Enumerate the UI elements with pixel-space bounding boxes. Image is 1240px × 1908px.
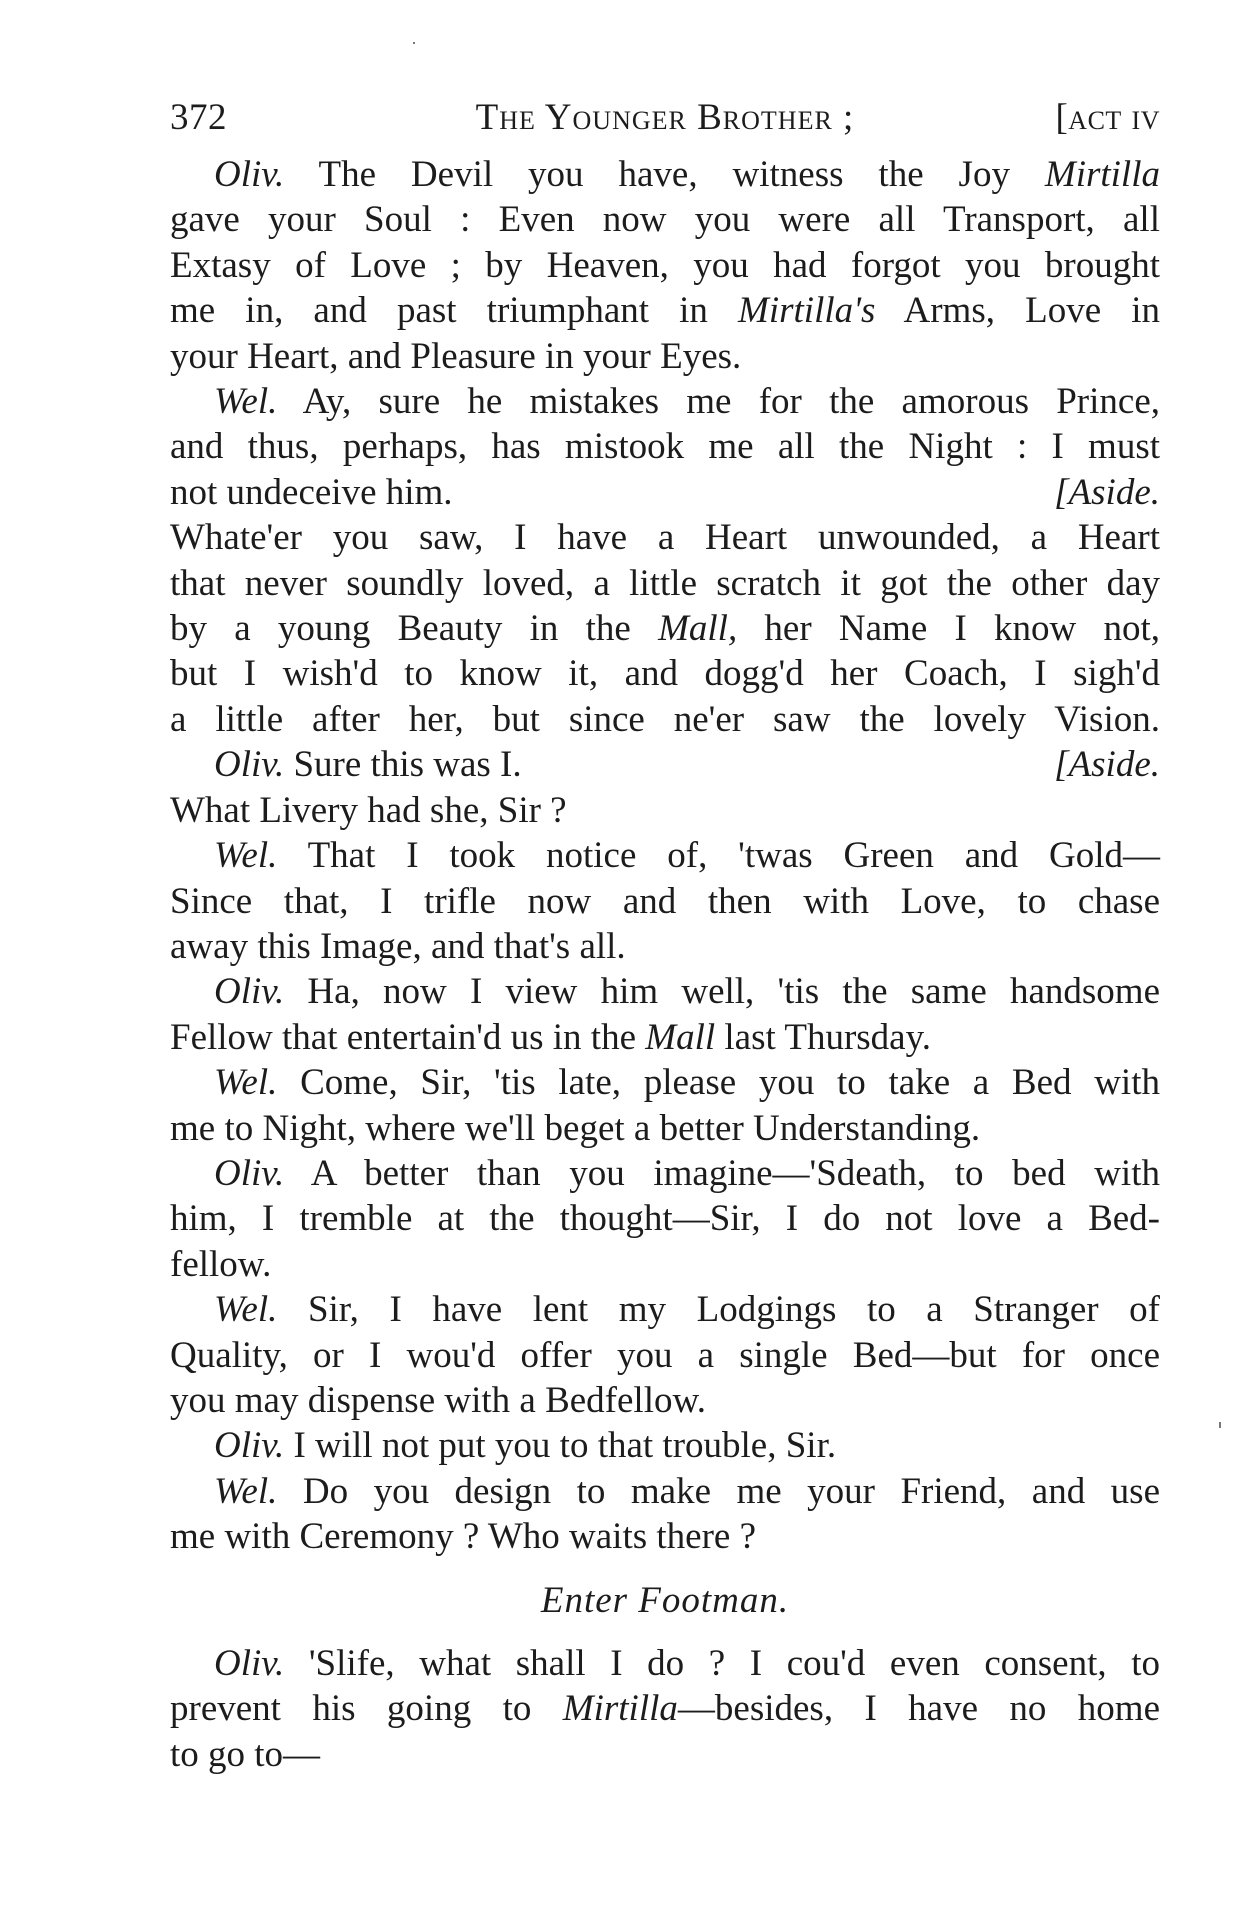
- running-head: [170, 92, 1160, 144]
- speaker-tag: Wel.: [214, 381, 278, 423]
- text-line: Wel. Sir, I have lent my Lodgings to a Stranger of: [214, 1289, 1160, 1331]
- text-line: Extasy of Love ; by Heaven, you had forgot you brought: [170, 244, 1160, 286]
- character-name: Mirtilla's: [738, 290, 876, 332]
- page-number: 372: [170, 97, 227, 138]
- speaker-tag: Oliv.: [214, 154, 285, 195]
- speaker-tag: Oliv.: [214, 1425, 285, 1467]
- text-line: Quality, or I wou'd offer you a single Bed—but for once: [170, 1334, 1160, 1376]
- text-line: What Livery had she, Sir ?: [170, 789, 567, 831]
- text-line: not undeceive him. [Aside.: [170, 470, 1160, 515]
- text-line: a little after her, but since ne'er saw the lovely Vision.: [170, 698, 1160, 740]
- text-line: Oliv. The Devil you have, witness the Joy Mirtilla: [214, 154, 1160, 195]
- text-line: me to Night, where we'll beget a better Understanding.: [170, 1107, 981, 1149]
- speaker-tag: Oliv.: [214, 1643, 285, 1684]
- text-line: but I wish'd to know it, and dogg'd her Coach, I sigh'd: [170, 653, 1160, 695]
- text-line: me with Ceremony ? Who waits there ?: [170, 1516, 757, 1558]
- speaker-tag: Wel.: [214, 1470, 278, 1512]
- text-line: that never soundly loved, a little scratch it got the other day: [170, 562, 1160, 604]
- speaker-tag: Oliv.: [214, 971, 285, 1013]
- text-line: you may dispense with a Bedfellow.: [170, 1379, 707, 1421]
- text-line: prevent his going to Mirtilla—besides, I have no home: [170, 1688, 1161, 1730]
- text-line: me in, and past triumphant in Mirtilla's Arms, Love in: [170, 290, 1160, 332]
- speaker-tag: Oliv.: [214, 744, 285, 786]
- text-line: your Heart, and Pleasure in your Eyes.: [170, 335, 742, 377]
- place-name: Mall: [645, 1016, 716, 1058]
- speaker-tag: Wel.: [214, 1289, 278, 1331]
- character-name: Mirtilla: [1044, 154, 1160, 195]
- speaker-tag: Wel.: [214, 835, 278, 877]
- text-line: him, I tremble at the thought—Sir, I do not love a Bed-: [170, 1198, 1160, 1240]
- aside-direction: [Aside.: [1054, 744, 1160, 786]
- text-line: Since that, I trifle now and then with Love, to chase: [170, 880, 1160, 922]
- text-line: Oliv. 'Slife, what shall I do ? I cou'd even consent, to: [214, 1643, 1160, 1684]
- running-title: The Younger Brother ;: [475, 97, 855, 138]
- text-line: and thus, perhaps, has mistook me all the Night : I must: [170, 426, 1160, 468]
- text-line: Wel. That I took notice of, 'twas Green and Gold—: [214, 835, 1160, 877]
- text-line: to go to—: [170, 1733, 321, 1775]
- text-line: fellow.: [170, 1243, 272, 1285]
- text-line: Oliv. A better than you imagine—'Sdeath, to bed with: [214, 1152, 1160, 1194]
- text-line: Wel. Come, Sir, 'tis late, please you to take a Bed with: [214, 1062, 1160, 1104]
- scan-speck: [413, 42, 415, 44]
- text-line: Oliv. Ha, now I view him well, 'tis the same handsome: [214, 971, 1160, 1013]
- text-line: Wel. Ay, sure he mistakes me for the amorous Prince,: [214, 381, 1160, 423]
- text-line: Whate'er you saw, I have a Heart unwounded, a Heart: [170, 517, 1160, 559]
- aside-direction: [Aside.: [1054, 471, 1160, 513]
- text-line: away this Image, and that's all.: [170, 925, 626, 967]
- text-line: Oliv. I will not put you to that trouble, Sir.: [214, 1425, 837, 1467]
- text-line: by a young Beauty in the Mall, her Name I know not,: [170, 608, 1160, 650]
- act-marker: [act iv: [1055, 97, 1160, 138]
- character-name: Mirtilla: [562, 1688, 678, 1730]
- speaker-tag: Oliv.: [214, 1152, 285, 1194]
- text-line: gave your Soul : Even now you were all Transport, all: [170, 199, 1160, 241]
- place-name: Mall,: [658, 608, 738, 650]
- stage-direction: Enter Footman.: [540, 1579, 790, 1621]
- text-line: Wel. Do you design to make me your Friend, and use: [214, 1470, 1160, 1512]
- text-line: Fellow that entertain'd us in the Mall last Thursday.: [170, 1016, 931, 1058]
- text-line: Oliv. Sure this was I. [Aside.: [170, 742, 1160, 787]
- speaker-tag: Wel.: [214, 1062, 278, 1104]
- scan-speck: [1219, 1422, 1221, 1428]
- play-text: [170, 152, 1160, 1777]
